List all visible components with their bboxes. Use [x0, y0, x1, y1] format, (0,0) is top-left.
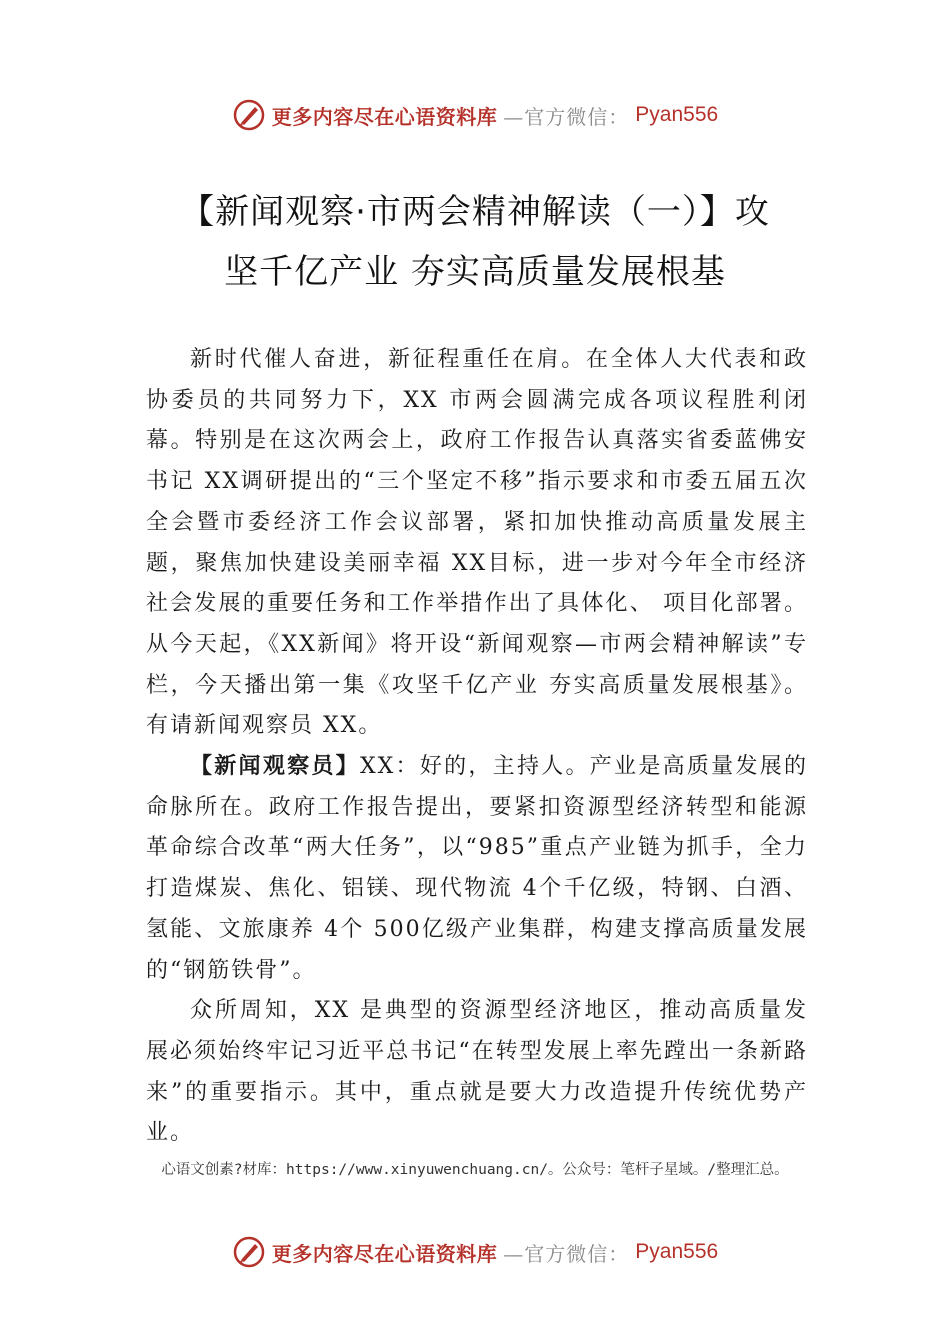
pen-logo-icon: [232, 98, 266, 132]
banner-wechat-label: —官方微信：: [503, 1241, 630, 1266]
banner-wechat-label: —官方微信：: [503, 104, 630, 129]
paragraph-3: [146, 991, 808, 1154]
source-note: 心语文创素?材库：https://www.xinyuwenchuang.cn/。公众号：笔杆子星域。/整理汇总。: [161, 1162, 789, 1178]
banner-brand-text: 更多内容尽在心语资料库: [271, 1241, 498, 1266]
article-body: [146, 340, 808, 1154]
header-banner: [0, 95, 950, 135]
paragraph-2-lead: 【新闻观察员】: [190, 754, 360, 780]
page-title: [60, 182, 890, 302]
banner-wechat-id: Pyan556: [635, 1240, 719, 1263]
pen-logo-icon: [232, 1235, 266, 1269]
banner-wechat-id: Pyan556: [635, 103, 719, 126]
title-line-1: 【新闻观察·市两会精神解读（一）】攻: [180, 192, 770, 232]
paragraph-1: [146, 340, 808, 747]
banner-brand-text: 更多内容尽在心语资料库: [271, 104, 498, 129]
footer-banner: [0, 1232, 950, 1272]
paragraph-3-text: 众所周知，XX 是典型的资源型经济地区，推动高质量发展必须始终牢记习近平总书记“在转型发展上率先蹚出一条新路来”的重要指示。其中，重点就是要大力改造提升传统优势产业。: [146, 998, 808, 1146]
paragraph-2-text: XX：好的，主持人。产业是高质量发展的命脉所在。政府工作报告提出，要紧扣资源型经济转型和能源革命综合改革“两大任务”，以“985”重点产业链为抓手，全力打造煤炭、焦化、铝镁、现代物流 4个千亿级，特钢、白酒、氢能、文旅康养 4个 500亿级产业集群，构建支撑高质量发展的“钢筋铁骨”。: [146, 754, 808, 983]
title-line-2: 坚千亿产业 夯实高质量发展根基: [224, 252, 726, 292]
paragraph-1-text: 新时代催人奋进，新征程重任在肩。在全体人大代表和政协委员的共同努力下，XX 市两会圆满完成各项议程胜利闭幕。特别是在这次两会上，政府工作报告认真落实省委蓝佛安书记 XX调研提出的“三个坚定不移”指示要求和市委五届五次全会暨市委经济工作会议部署，紧扣加快推动高质量发展主题，聚焦加快建设美丽幸福 XX目标，进一步对今年全市经济社会发展的重要任务和工作举措作出了具体化、 项目化部署。从今天起，《XX新闻》将开设“新闻观察—市两会精神解读”专栏，今天播出第一集《攻坚千亿产业 夯实高质量发展根基》。有请新闻观察员 XX。: [146, 347, 808, 739]
paragraph-2: [146, 747, 808, 991]
